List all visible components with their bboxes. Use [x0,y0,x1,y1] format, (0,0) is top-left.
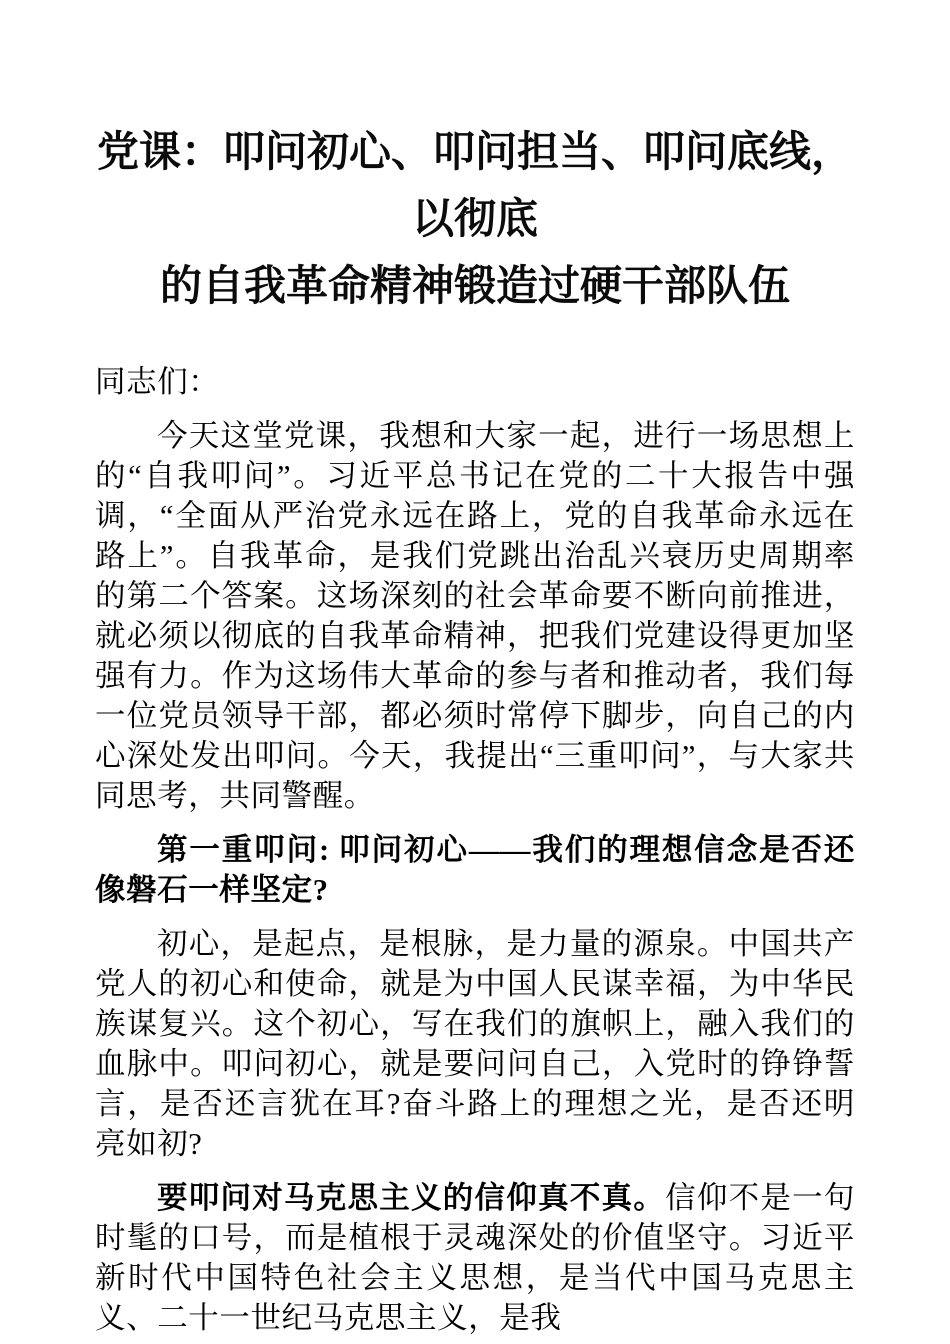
title-line-2: 的自我革命精神锻造过硬干部队伍 [159,262,790,309]
paragraph-bold-lead: 要叩问对马克思主义的信仰真不真。 [157,1181,666,1215]
paragraph-body-text: 信仰不是一句时髦的口号，而是植根于灵魂深处的价值坚守。习近平新时代中国特色社会主义思想，是当代中国马克思主义、二十一世纪马克思主义，是我 [95,1181,855,1335]
paragraph-section-1-1: 初心，是起点，是根脉，是力量的源泉。中国共产党人的初心和使命，就是为中国人民谋幸福，为中华民族谋复兴。这个初心，写在我们的旗帜上，融入我们的血脉中。叩问初心，就是要问问自己，入党时的铮铮誓言，是否还言犹在耳?奋斗路上的理想之光，是否还明亮如初? [95,927,855,1161]
section-heading-1: 第一重叩问: 叩问初心——我们的理想信念是否还像磐石一样坚定? [95,833,855,907]
page-title [95,118,855,319]
salutation: 同志们： [95,365,220,399]
paragraph-intro: 今天这堂党课，我想和大家一起，进行一场思想上的“自我叩问”。习近平总书记在党的二十大报告中强调，“全面从严治党永远在路上，党的自我革命永远在路上”。自我革命，是我们党跳出治乱兴衰历史周期率的第二个答案。这场深刻的社会革命要不断向前推进，就必须以彻底的自我革命精神，把我们党建设得更加坚强有力。作为这场伟大革命的参与者和推动者，我们每一位党员领导干部，都必须时常停下脚步，向自己的内心深处发出叩问。今天，我提出“三重叩问”，与大家共同思考，共同警醒。 [95,419,855,813]
paragraph-section-1-2 [95,1178,855,1338]
title-line-1: 党课：叩问初心、叩问担当、叩问底线，以彻底 [96,128,853,242]
